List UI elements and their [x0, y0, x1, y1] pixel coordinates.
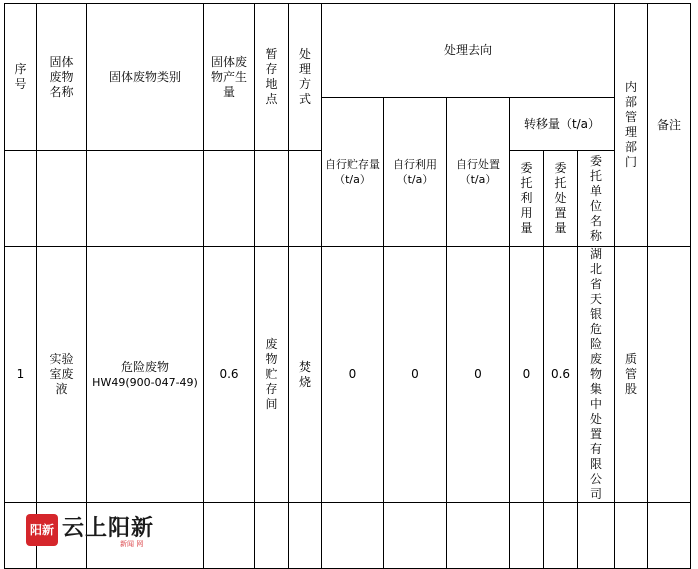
watermark-logo [26, 514, 156, 548]
cell-entrusted-disposal: 0.6 [544, 247, 578, 503]
cell-waste-name: 实验室废液 [37, 247, 87, 503]
cell-entrusted-use: 0 [510, 247, 544, 503]
cell-waste-category [87, 247, 204, 503]
cell-self-storage: 0 [322, 247, 384, 503]
header-serial: 序号 [5, 4, 37, 151]
empty-cell [255, 151, 289, 247]
header-amount: 固体废物产生量 [204, 4, 255, 151]
header-self-disposal: 自行处置（t/a） [447, 98, 510, 247]
waste-category-type: 危险废物 [120, 359, 169, 374]
cell-entrusted-unit: 湖北省天银危险废物集中处置有限公司 [578, 247, 615, 503]
cell-internal-department: 质管股 [615, 247, 648, 503]
table-row [5, 247, 691, 503]
empty-cell [447, 503, 510, 569]
header-entrusted-use: 委托利用量 [510, 151, 544, 247]
empty-cell [204, 503, 255, 569]
empty-cell [510, 503, 544, 569]
empty-cell [5, 151, 37, 247]
waste-category-code: HW49(900-047-49) [92, 375, 198, 389]
header-waste-category: 固体废物类别 [87, 4, 204, 151]
header-remarks: 备注 [648, 4, 691, 247]
empty-cell [615, 503, 648, 569]
empty-cell [289, 503, 322, 569]
header-transfer-amount: 转移量（t/a） [510, 98, 615, 151]
cell-treatment-method: 焚烧 [289, 247, 322, 503]
cell-serial: 1 [5, 247, 37, 503]
logo-sub: 新闻 网 [120, 540, 144, 548]
header-storage-location: 暂存地点 [255, 4, 289, 151]
empty-cell [384, 503, 447, 569]
empty-cell [37, 151, 87, 247]
empty-cell [578, 503, 615, 569]
header-waste-name: 固体废物名称 [37, 4, 87, 151]
empty-cell [322, 503, 384, 569]
logo-name: 云上阳新 [62, 516, 155, 541]
header-disposal-direction: 处理去向 [322, 4, 615, 98]
cell-self-use: 0 [384, 247, 447, 503]
empty-cell [204, 151, 255, 247]
header-self-use: 自行利用（t/a） [384, 98, 447, 247]
empty-cell [255, 503, 289, 569]
solid-waste-table [4, 3, 691, 569]
cell-amount: 0.6 [204, 247, 255, 503]
empty-cell [289, 151, 322, 247]
empty-cell [87, 151, 204, 247]
logo-badge-icon: 阳新 [26, 514, 58, 546]
empty-cell [544, 503, 578, 569]
cell-remarks [648, 247, 691, 503]
header-self-storage: 自行贮存量（t/a） [322, 98, 384, 247]
cell-self-disposal: 0 [447, 247, 510, 503]
header-internal-department: 内部管理部门 [615, 4, 648, 247]
empty-cell [648, 503, 691, 569]
header-entrusted-unit: 委托单位名称 [578, 151, 615, 247]
header-entrusted-disposal: 委托处置量 [544, 151, 578, 247]
header-treatment-method: 处理方式 [289, 4, 322, 151]
cell-storage-location: 废物贮存间 [255, 247, 289, 503]
